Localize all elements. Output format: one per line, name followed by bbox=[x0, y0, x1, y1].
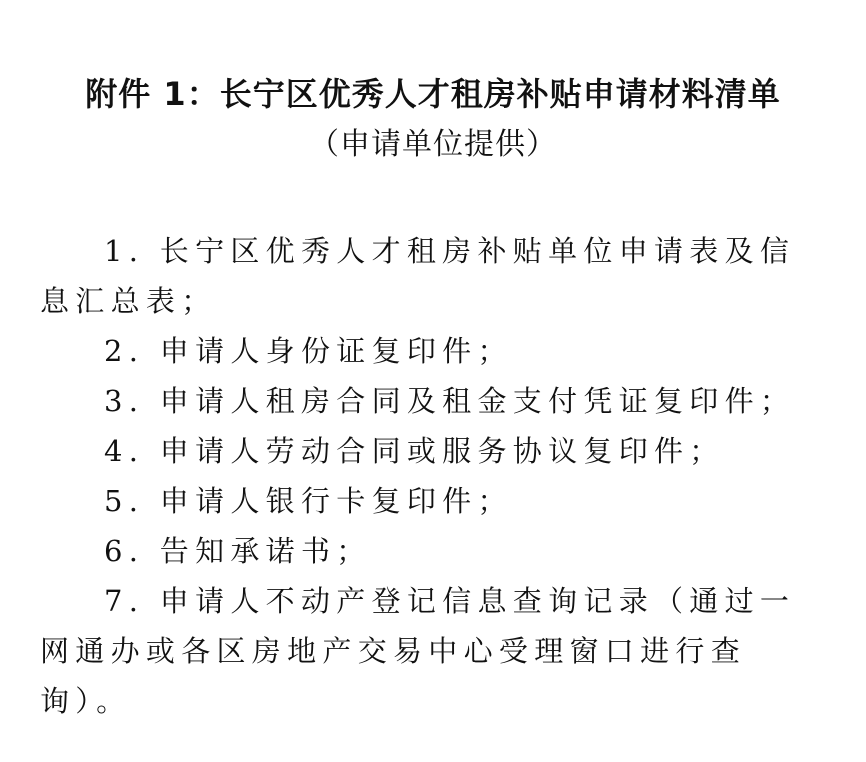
list-item-7: 7. 申请人不动产登记信息查询记录（通过一网通办或各区房地产交易中心受理窗口进行查询）。 bbox=[40, 584, 796, 718]
list-item-3: 3. 申请人租房合同及租金支付凭证复印件； bbox=[104, 384, 796, 418]
list-item-1: 1. 长宁区优秀人才租房补贴单位申请表及信息汇总表； bbox=[40, 234, 796, 318]
document-subtitle: （申请单位提供） bbox=[309, 127, 557, 162]
document-title: 附件 1：长宁区优秀人才租房补贴申请材料清单 bbox=[85, 75, 781, 113]
list-item-6: 6. 告知承诺书； bbox=[104, 534, 372, 568]
materials-list bbox=[40, 226, 800, 726]
list-item-5: 5. 申请人银行卡复印件； bbox=[104, 484, 513, 518]
list-item-2: 2. 申请人身份证复印件； bbox=[104, 334, 513, 368]
list-item-4: 4. 申请人劳动合同或服务协议复印件； bbox=[104, 434, 725, 468]
